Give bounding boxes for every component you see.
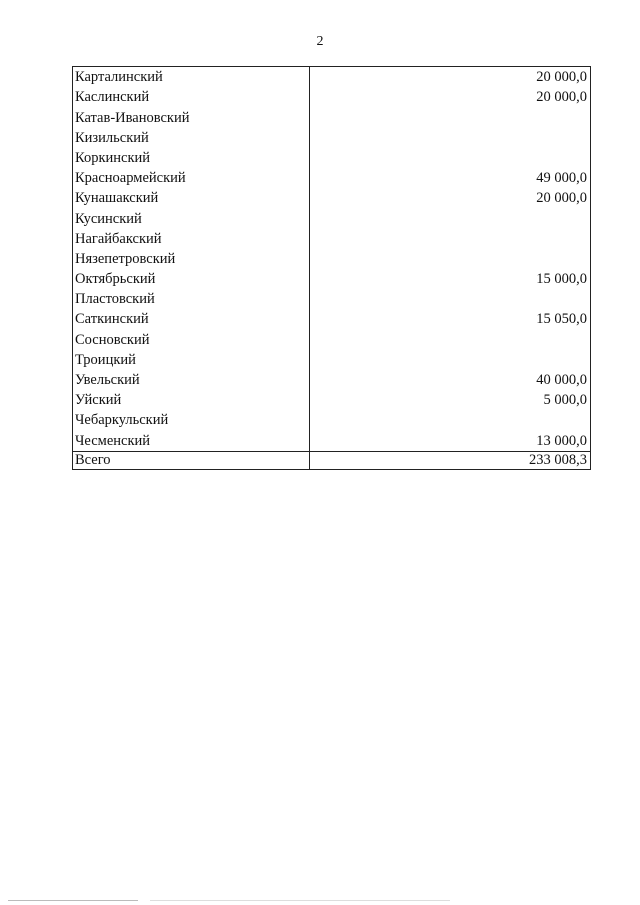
district-name: Катав-Ивановский	[73, 107, 310, 127]
table-row	[73, 390, 591, 410]
district-name: Нязепетровский	[73, 249, 310, 269]
total-row	[73, 451, 591, 469]
district-name: Нагайбакский	[73, 229, 310, 249]
district-amount: 15 050,0	[310, 309, 591, 329]
table-row	[73, 269, 591, 289]
table-row	[73, 289, 591, 309]
table-row	[73, 329, 591, 349]
district-name: Пластовский	[73, 289, 310, 309]
district-amount	[310, 148, 591, 168]
district-amount: 20 000,0	[310, 87, 591, 107]
table-row	[73, 410, 591, 430]
table-row	[73, 107, 591, 127]
district-amount: 20 000,0	[310, 67, 591, 88]
table-row	[73, 87, 591, 107]
district-amount	[310, 208, 591, 228]
district-name: Сосновский	[73, 329, 310, 349]
district-name: Увельский	[73, 370, 310, 390]
table-row	[73, 168, 591, 188]
district-amount	[310, 229, 591, 249]
district-name: Чебаркульский	[73, 410, 310, 430]
district-amount	[310, 249, 591, 269]
table-row	[73, 249, 591, 269]
allocation-table	[72, 66, 591, 470]
table-row	[73, 67, 591, 88]
district-amount	[310, 289, 591, 309]
table-row	[73, 229, 591, 249]
total-amount: 233 008,3	[310, 451, 591, 469]
scan-edge-line	[8, 900, 138, 901]
total-label: Всего	[73, 451, 310, 469]
district-name: Кусинский	[73, 208, 310, 228]
page-number: 2	[316, 34, 324, 49]
district-name: Саткинский	[73, 309, 310, 329]
scan-edge-line	[150, 900, 450, 901]
district-amount	[310, 329, 591, 349]
district-amount	[310, 107, 591, 127]
district-name: Уйский	[73, 390, 310, 410]
table-row	[73, 370, 591, 390]
district-name: Кизильский	[73, 128, 310, 148]
district-name: Чесменский	[73, 430, 310, 451]
district-name: Карталинский	[73, 67, 310, 88]
table-row	[73, 430, 591, 451]
district-amount	[310, 350, 591, 370]
district-amount: 13 000,0	[310, 430, 591, 451]
district-amount: 40 000,0	[310, 370, 591, 390]
table-row	[73, 188, 591, 208]
district-amount: 20 000,0	[310, 188, 591, 208]
district-amount: 5 000,0	[310, 390, 591, 410]
district-amount: 49 000,0	[310, 168, 591, 188]
district-name: Октябрьский	[73, 269, 310, 289]
allocation-table-body	[73, 67, 591, 470]
district-amount	[310, 410, 591, 430]
table-row	[73, 148, 591, 168]
table-row	[73, 208, 591, 228]
district-amount	[310, 128, 591, 148]
district-name: Каслинский	[73, 87, 310, 107]
table-row	[73, 128, 591, 148]
table-row	[73, 309, 591, 329]
district-amount: 15 000,0	[310, 269, 591, 289]
table-row	[73, 350, 591, 370]
district-name: Красноармейский	[73, 168, 310, 188]
district-name: Троицкий	[73, 350, 310, 370]
district-name: Кунашакский	[73, 188, 310, 208]
district-name: Коркинский	[73, 148, 310, 168]
